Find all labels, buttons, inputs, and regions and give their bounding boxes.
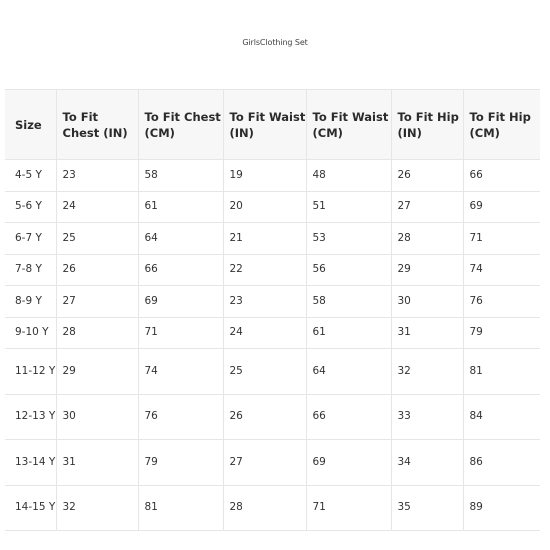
table-cell: 25 <box>56 223 138 255</box>
table-cell: 81 <box>463 349 540 395</box>
table-cell: 19 <box>223 160 306 192</box>
table-cell: 64 <box>306 349 391 395</box>
table-cell: 61 <box>138 191 223 223</box>
page-title: GirlsClothing Set <box>242 38 308 47</box>
size-cell: 7-8 Y <box>5 254 56 286</box>
table-cell: 71 <box>138 317 223 349</box>
table-row <box>5 317 540 349</box>
table-row <box>5 223 540 255</box>
table-cell: 31 <box>391 317 463 349</box>
table-cell: 26 <box>56 254 138 286</box>
size-cell: 8-9 Y <box>5 286 56 318</box>
table-cell: 27 <box>56 286 138 318</box>
size-cell: 9-10 Y <box>5 317 56 349</box>
table-row <box>5 286 540 318</box>
table-cell: 81 <box>138 485 223 531</box>
table-cell: 53 <box>306 223 391 255</box>
column-header: To Fit Waist (IN) <box>223 90 306 160</box>
column-header: To Fit Hip (CM) <box>463 90 540 160</box>
size-cell: 11-12 Y <box>5 349 56 395</box>
table-cell: 26 <box>391 160 463 192</box>
table-row <box>5 440 540 486</box>
table-cell: 64 <box>138 223 223 255</box>
table-cell: 28 <box>391 223 463 255</box>
table-cell: 31 <box>56 440 138 486</box>
table-cell: 89 <box>463 485 540 531</box>
table-cell: 69 <box>463 191 540 223</box>
table-cell: 34 <box>391 440 463 486</box>
column-header: To Fit Chest (CM) <box>138 90 223 160</box>
table-cell: 74 <box>463 254 540 286</box>
table-cell: 33 <box>391 394 463 440</box>
column-header: To Fit Chest (IN) <box>56 90 138 160</box>
table-row <box>5 254 540 286</box>
table-cell: 74 <box>138 349 223 395</box>
table-cell: 71 <box>463 223 540 255</box>
table-cell: 29 <box>56 349 138 395</box>
table-cell: 86 <box>463 440 540 486</box>
table-cell: 30 <box>56 394 138 440</box>
table-cell: 69 <box>138 286 223 318</box>
table-cell: 66 <box>463 160 540 192</box>
table-cell: 79 <box>463 317 540 349</box>
table-cell: 48 <box>306 160 391 192</box>
table-cell: 79 <box>138 440 223 486</box>
table-header-row <box>5 90 540 160</box>
size-cell: 6-7 Y <box>5 223 56 255</box>
table-cell: 69 <box>306 440 391 486</box>
table-cell: 27 <box>223 440 306 486</box>
table-cell: 28 <box>223 485 306 531</box>
table-cell: 20 <box>223 191 306 223</box>
table-cell: 24 <box>223 317 306 349</box>
size-cell: 12-13 Y <box>5 394 56 440</box>
column-header: Size <box>5 90 56 160</box>
table-cell: 66 <box>138 254 223 286</box>
table-cell: 26 <box>223 394 306 440</box>
table-cell: 27 <box>391 191 463 223</box>
size-cell: 4-5 Y <box>5 160 56 192</box>
table-cell: 35 <box>391 485 463 531</box>
table-cell: 76 <box>463 286 540 318</box>
table-cell: 30 <box>391 286 463 318</box>
table-row <box>5 349 540 395</box>
table-row <box>5 485 540 531</box>
table-cell: 23 <box>56 160 138 192</box>
table-cell: 84 <box>463 394 540 440</box>
size-cell: 13-14 Y <box>5 440 56 486</box>
size-cell: 5-6 Y <box>5 191 56 223</box>
size-cell: 14-15 Y <box>5 485 56 531</box>
table-row <box>5 394 540 440</box>
size-chart-table <box>5 89 540 531</box>
column-header: To Fit Waist (CM) <box>306 90 391 160</box>
table-row <box>5 191 540 223</box>
table-row <box>5 160 540 192</box>
table-cell: 51 <box>306 191 391 223</box>
table-cell: 28 <box>56 317 138 349</box>
table-cell: 23 <box>223 286 306 318</box>
table-cell: 66 <box>306 394 391 440</box>
table-cell: 29 <box>391 254 463 286</box>
column-header: To Fit Hip (IN) <box>391 90 463 160</box>
table-cell: 61 <box>306 317 391 349</box>
table-cell: 32 <box>391 349 463 395</box>
table-cell: 24 <box>56 191 138 223</box>
table-cell: 21 <box>223 223 306 255</box>
table-cell: 56 <box>306 254 391 286</box>
table-cell: 71 <box>306 485 391 531</box>
table-cell: 32 <box>56 485 138 531</box>
table-cell: 58 <box>138 160 223 192</box>
table-cell: 22 <box>223 254 306 286</box>
table-cell: 76 <box>138 394 223 440</box>
table-cell: 25 <box>223 349 306 395</box>
table-cell: 58 <box>306 286 391 318</box>
